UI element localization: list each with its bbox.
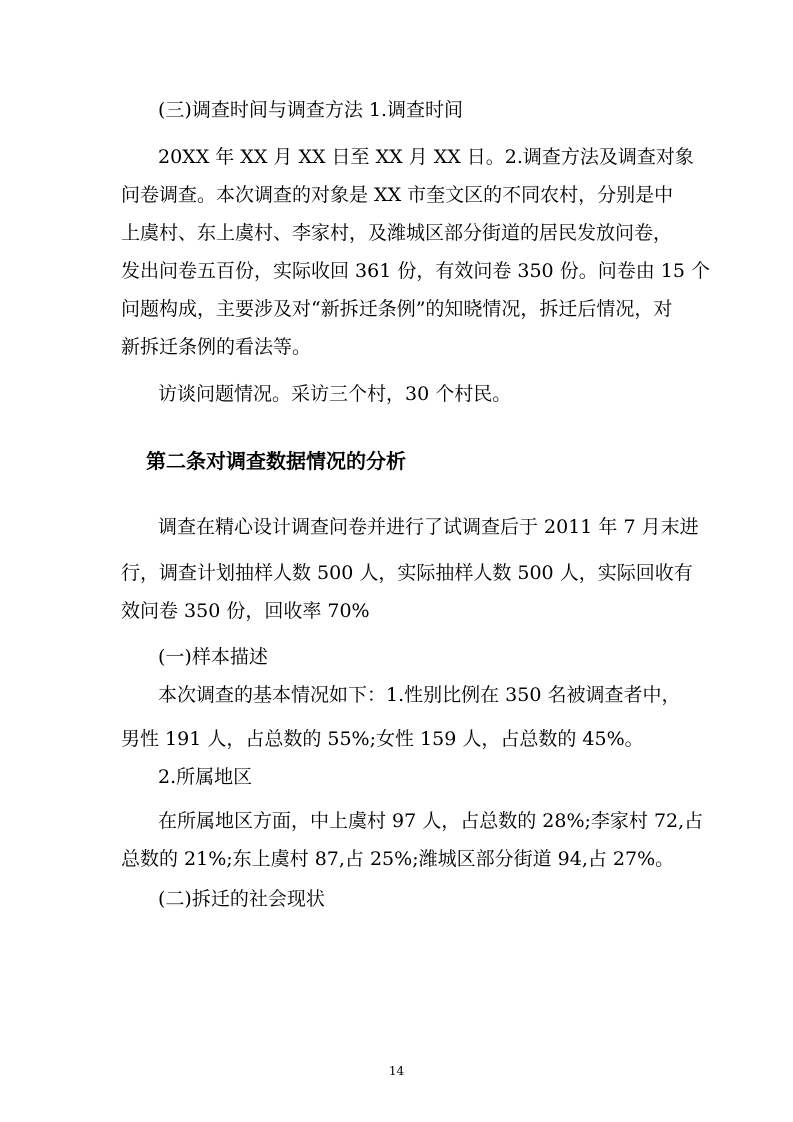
paragraph-line: 本次调查的基本情况如下：1.性别比例在 350 名被调查者中， [158,684,681,706]
paragraph-line: 20XX 年 XX 月 XX 日至 XX 月 XX 日。2.调查方法及调查对象 [158,146,694,168]
section-title-time-method: (三)调查时间与调查方法 1.调查时间 [158,99,463,121]
interview-line: 访谈问题情况。采访三个村，30 个村民。 [158,383,512,405]
paragraph-line: 问题构成，主要涉及对“新拆迁条例”的知晓情况，拆迁后情况，对 [121,298,673,320]
paragraph-line: 调查在精心设计调查问卷并进行了试调查后于 2011 年 7 月末进 [158,516,699,538]
paragraph-line: 效问卷 350 份，回收率 70% [121,600,370,622]
subsection-title-region: 2.所属地区 [158,766,253,788]
paragraph-line: 问卷调查。本次调查的对象是 XX 市奎文区的不同农村，分别是中 [121,184,674,206]
paragraph-line: 行，调查计划抽样人数 500 人，实际抽样人数 500 人，实际回收有 [121,562,693,584]
paragraph-line: 在所属地区方面，中上虞村 97 人，占总数的 28%;李家村 72,占 [158,810,704,832]
paragraph-line: 发出问卷五百份，实际收回 361 份，有效问卷 350 份。问卷由 15 个 [121,260,710,282]
page-number: 14 [388,1064,405,1078]
subsection-title-sample: (一)样本描述 [158,646,268,668]
paragraph-line: 总数的 21%;东上虞村 87,占 25%;潍城区部分街道 94,占 27%。 [121,848,675,870]
paragraph-line: 上虞村、东上虞村、李家村，及潍城区部分街道的居民发放问卷， [121,222,673,244]
subsection-title-social: (二)拆迁的社会现状 [158,888,325,910]
paragraph-line: 新拆迁条例的看法等。 [121,336,312,358]
article-heading: 第二条对调查数据情况的分析 [146,449,406,473]
paragraph-line: 男性 191 人，占总数的 55%;女性 159 人，占总数的 45%。 [121,728,644,750]
